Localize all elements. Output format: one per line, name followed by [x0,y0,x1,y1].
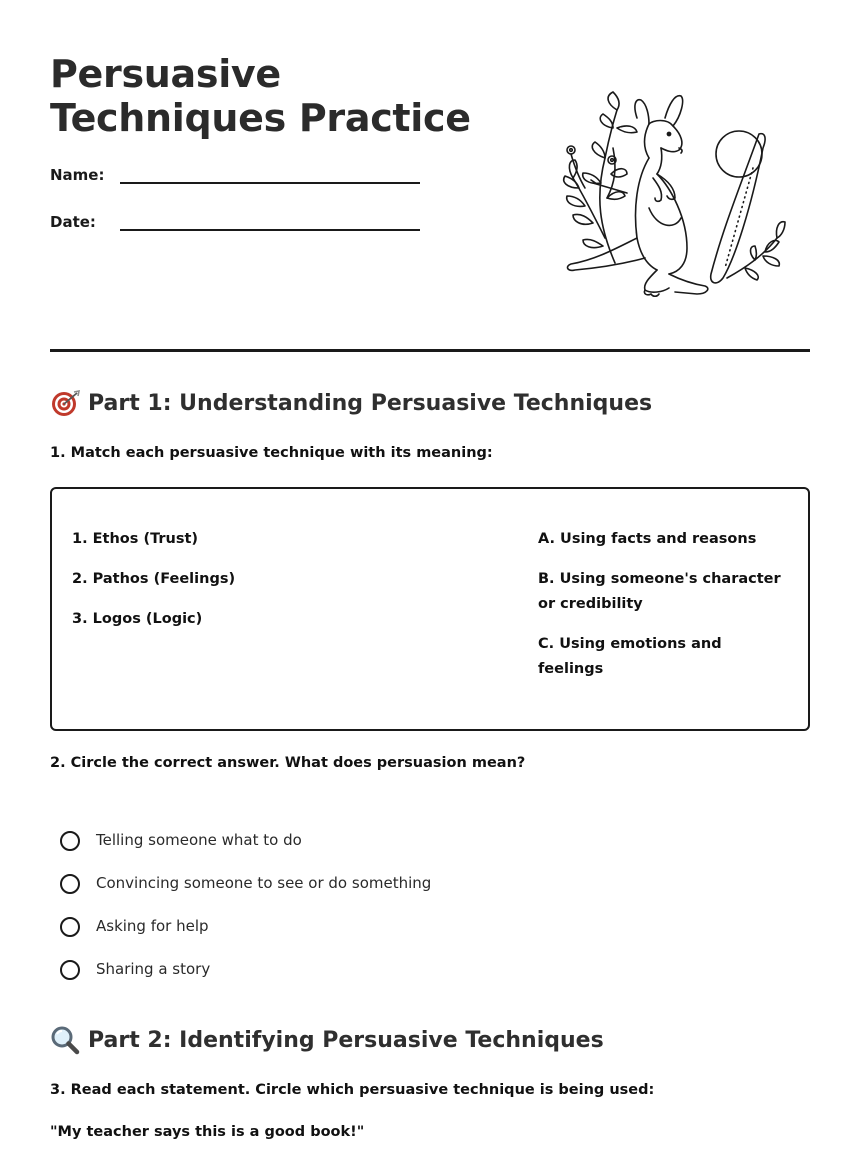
page-title: Persuasive Techniques Practice [50,52,471,140]
answer-option[interactable] [60,904,560,947]
date-label: Date: [50,213,96,231]
name-line[interactable] [120,182,420,184]
techniques-column [72,527,372,647]
header-divider [50,349,810,352]
q2-prompt: 2. Circle the correct answer. What does persuasion mean? [50,755,526,771]
radio-circle[interactable] [60,960,80,980]
name-label: Name: [50,166,105,184]
magnifying-glass-icon [50,1025,80,1055]
meaning-item: B. Using someone's character or credibility [538,571,781,612]
matching-box [50,487,810,731]
part2-heading [50,1025,604,1055]
answer-option[interactable] [60,818,560,861]
radio-circle[interactable] [60,917,80,937]
kangaroo-illustration [545,88,790,303]
technique-item: 3. Logos (Logic) [72,611,203,627]
option-label: Sharing a story [96,959,211,978]
option-label: Convincing someone to see or do something [96,873,432,892]
target-icon [50,388,80,418]
q3-prompt: 3. Read each statement. Circle which persuasive technique is being used: [50,1082,655,1098]
answer-option[interactable] [60,861,560,904]
meaning-item: C. Using emotions and feelings [538,636,722,677]
option-label: Asking for help [96,916,209,935]
technique-item: 2. Pathos (Feelings) [72,571,236,587]
radio-circle[interactable] [60,831,80,851]
option-label: Telling someone what to do [96,830,302,849]
part2-heading-text: Part 2: Identifying Persuasive Techniques [88,1027,604,1053]
q3-statement: "My teacher says this is a good book!" [50,1124,365,1140]
technique-item: 1. Ethos (Trust) [72,531,199,547]
meanings-column [538,527,788,697]
radio-circle[interactable] [60,874,80,894]
q1-prompt: 1. Match each persuasive technique with its meaning: [50,445,493,461]
part1-heading-text: Part 1: Understanding Persuasive Techniques [88,390,653,416]
date-line[interactable] [120,229,420,231]
date-field [50,213,430,243]
name-field [50,166,430,196]
meaning-item: A. Using facts and reasons [538,531,757,547]
q2-options [60,818,560,990]
answer-option[interactable] [60,947,560,990]
part1-heading [50,388,652,418]
